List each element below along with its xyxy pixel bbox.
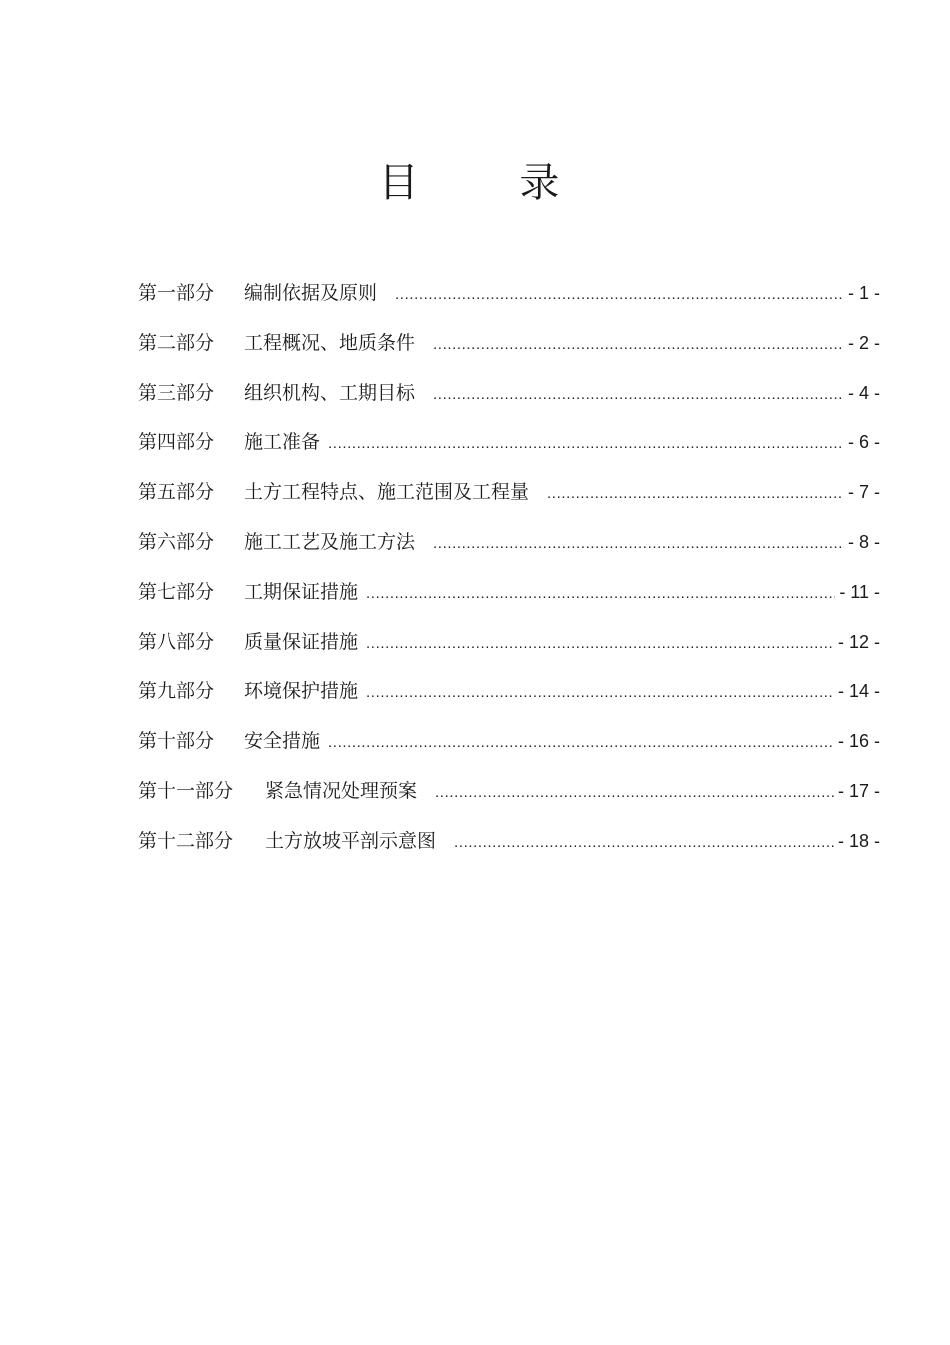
toc-dot-leader <box>395 280 844 310</box>
toc-entry-1[interactable] <box>138 278 880 328</box>
page-title: 目 录 <box>378 160 604 206</box>
toc-page-number: - 18 - <box>837 830 880 851</box>
toc-page-number: - 12 - <box>837 631 880 652</box>
toc-page-number: - 1 - <box>847 283 880 303</box>
toc-part-label: 第四部分 <box>138 431 215 454</box>
toc-entry-title: 编制依据及原则 <box>244 282 378 304</box>
toc-dot-leader <box>433 529 844 559</box>
toc-page-number: - 16 - <box>837 731 880 752</box>
toc-entry-6[interactable] <box>138 527 880 577</box>
toc-entry-title: 环境保护措施 <box>244 680 359 703</box>
toc-entry-title: 工期保证措施 <box>244 580 359 603</box>
toc-entry-9[interactable] <box>138 676 880 726</box>
toc-entry-title: 土方工程特点、施工范围及工程量 <box>244 481 530 504</box>
toc-dot-leader <box>366 678 834 708</box>
toc-page-number: - 11 - <box>839 581 880 602</box>
toc-part-label: 第九部分 <box>138 680 215 703</box>
toc-entry-5[interactable] <box>138 477 880 527</box>
toc-entry-3[interactable] <box>138 378 880 428</box>
toc-part-label: 第二部分 <box>138 331 215 354</box>
toc-entry-title: 组织机构、工期目标 <box>244 381 416 404</box>
toc-dot-leader <box>366 629 834 659</box>
toc-entry-title: 质量保证措施 <box>244 630 359 653</box>
toc-dot-leader <box>435 778 834 808</box>
toc-part-label: 第七部分 <box>138 580 215 603</box>
toc-part-label: 第八部分 <box>138 630 215 653</box>
toc-entry-title: 施工准备 <box>244 431 321 454</box>
toc-entry-title: 土方放坡平剖示意图 <box>265 829 437 852</box>
toc-part-label: 第一部分 <box>138 282 215 304</box>
toc-dot-leader <box>433 330 844 360</box>
toc-page-number: - 6 - <box>847 432 880 453</box>
toc-entry-title: 施工工艺及施工方法 <box>244 530 416 553</box>
toc-part-label: 第十一部分 <box>138 779 234 802</box>
toc-dot-leader <box>328 429 844 459</box>
toc-part-label: 第十部分 <box>138 730 215 753</box>
toc-entry-4[interactable] <box>138 427 880 477</box>
toc-entry-title: 工程概况、地质条件 <box>244 331 416 354</box>
toc-entry-8[interactable] <box>138 627 880 677</box>
toc-entry-2[interactable] <box>138 328 880 378</box>
toc-page-number: - 8 - <box>847 531 880 552</box>
toc-dot-leader <box>454 828 834 858</box>
toc-page-number: - 14 - <box>837 681 880 702</box>
toc-entry-10[interactable] <box>138 726 880 776</box>
toc-entry-12[interactable] <box>138 826 880 876</box>
toc-page-number: - 2 - <box>847 332 880 353</box>
toc-entry-title: 安全措施 <box>244 730 321 753</box>
toc-entry-11[interactable] <box>138 776 880 826</box>
table-of-contents <box>138 278 880 876</box>
toc-page-number: - 17 - <box>837 780 880 801</box>
toc-part-label: 第五部分 <box>138 481 215 504</box>
toc-part-label: 第三部分 <box>138 381 215 404</box>
toc-part-label: 第十二部分 <box>138 829 234 852</box>
toc-dot-leader <box>328 728 834 758</box>
toc-part-label: 第六部分 <box>138 530 215 553</box>
toc-page-number: - 7 - <box>847 482 880 503</box>
toc-entry-7[interactable] <box>138 577 880 627</box>
toc-dot-leader <box>366 579 835 609</box>
toc-dot-leader <box>547 479 844 509</box>
toc-entry-title: 紧急情况处理预案 <box>265 779 418 802</box>
toc-page-number: - 4 - <box>847 382 880 403</box>
toc-dot-leader <box>433 380 844 410</box>
